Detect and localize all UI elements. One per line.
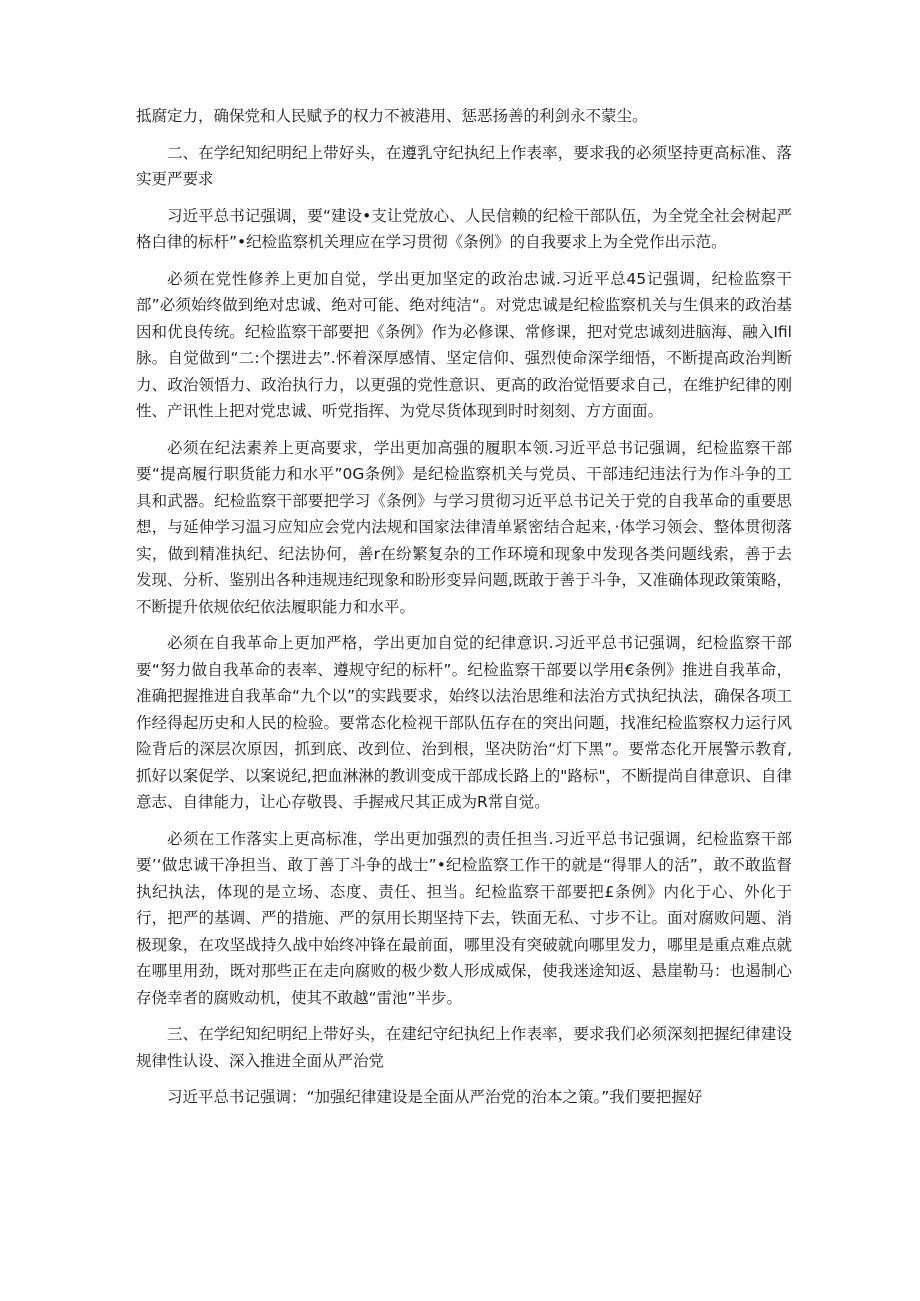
section-heading-two: 二、在学纪知纪明纪上带好头，在遵乳守纪执纪上作表率，要求我的必须坚持更高标准、落实更严要求 xyxy=(136,143,792,188)
section-heading-three: 三、在学纪知纪明纪上带好头，在建纪守纪执纪上作表率，要求我们必须深刻把握纪律建设规律性认设、深入推进全面从严治党 xyxy=(136,1025,792,1070)
paragraph-work-implementation: 必须在工作落实上更高标准，学出更加强烈的责任担当.习近平总书记强调，纪检监察干部要’‘做忠诚干净担当、敢丁善丁斗争的战士”•纪检监察工作干的就是“得罪人的活”，敢不敢监督执纪执法，体现的是立场、态度、责任、担当。纪检监察干部要把£条例》内化于心、外化于行，把严的基调、严的措施、严的氛用长期坚持下去，铁面无私、寸步不让。面对腐败问题、消极现象，在攻坚战持久战中始终冲锋在最前面，哪里没有突破就向哪里发力，哪里是重点难点就在哪里用劲，既对那些正在走向腐败的极少数人形成威保，使我迷途知返、悬崖勒马：也遏制心存侥幸者的腐败动机，使其不敢越“雷池”半步。 xyxy=(136,829,792,1007)
paragraph-self-revolution: 必须在自我革命上更加严格，学出更加自觉的纪律意识.习近平总书记强调，纪检监察干部要“努力做自我革命的表率、遵规守纪的标杆”。纪检监察干部要以学用€条例》推进自我革命，准确把握推进自我革命“九个以”的实践要求，始终以法治思维和法治方式执纪执法，确保各项工作经得起历史和人民的检验。要常态化检视干部队伍存在的突出问题，找准纪检监察权力运行风险背后的深层次原因，抓到底、改到位、治到根，坚决防治“灯下黑”。要常态化开展警示教育,抓好以案促学、以案说纪,把血淋淋的教训变成干部成长路上的"路标"，不断提尚自律意识、自律意志、自律能力，让心存敬畏、手握戒尺其正成为R常自觉。 xyxy=(136,634,792,811)
paragraph-party-spirit: 必须在党性修养上更加自觉，学出更加坚定的政治忠诚.习近平总45记强调，纪检监察干部”必须始终做到绝对忠诚、绝对可能、绝对纯洁“。对党忠诚是纪检监察机关与生俱来的政治基因和优良传统。纪检监察干部要把《条例》作为必修课、常修课，把对党忠诚刻进脑海、融入Ifil脉。自觉做到“二:个摆进去”.怀着深厚感情、坚定信仰、强烈使命深学细悟，不断提高政治判断力、政治领悟力、政治执行力，以更强的党性意识、更高的政治觉悟要求自己，在维护纪律的刚性、产讯性上把对党忠诚、听党指挥、为党尽货体现到时时刻刻、方方面面。 xyxy=(136,269,792,420)
document-page xyxy=(136,103,792,1121)
paragraph-discipline-law: 必须在纪法素养上更高要求，学出更加高强的履职本领.习近平总书记强调，纪检监察干部要“提高履行职货能力和水平”0G条例》是纪检监察机关与党员、干部违纪违法行为作斗争的工具和武器。纪检监察干部要把学习《条例》与学习贯彻习近平总书记关于党的自我革命的重要思想，与延伸学习温习应知应会党内法规和国家法律清单紧密结合起来，·体学习领会、整体贯彻落实，做到精准执纪、纪法协何，善r在纷繁复杂的工作环境和现象中发现各类问题线索，善于去发现、分析、鉴别出各种违规违纪现象和盼形变异问题,既敢于善于斗争，又准确体现政策策略，不断提升依规依纪依法履职能力和水平。 xyxy=(136,438,792,616)
paragraph-intro: 习近平总书记强调，要“建设•支让党放心、人民信赖的纪检干部队伍，为全党全社会树起严格白律的标杆”•纪检监察机关理应在学习贯彻《条例》的自我要求上为全党作出示范。 xyxy=(136,206,792,251)
paragraph-continuation: 抵腐定力，确保党和人民赋予的权力不被港用、惩恶扬善的利剑永不蒙尘。 xyxy=(136,107,648,125)
paragraph-final: 习近平总书记强调：“加强纪律建设是全面从严治党的治本之策。”我们要把握好 xyxy=(167,1088,703,1106)
